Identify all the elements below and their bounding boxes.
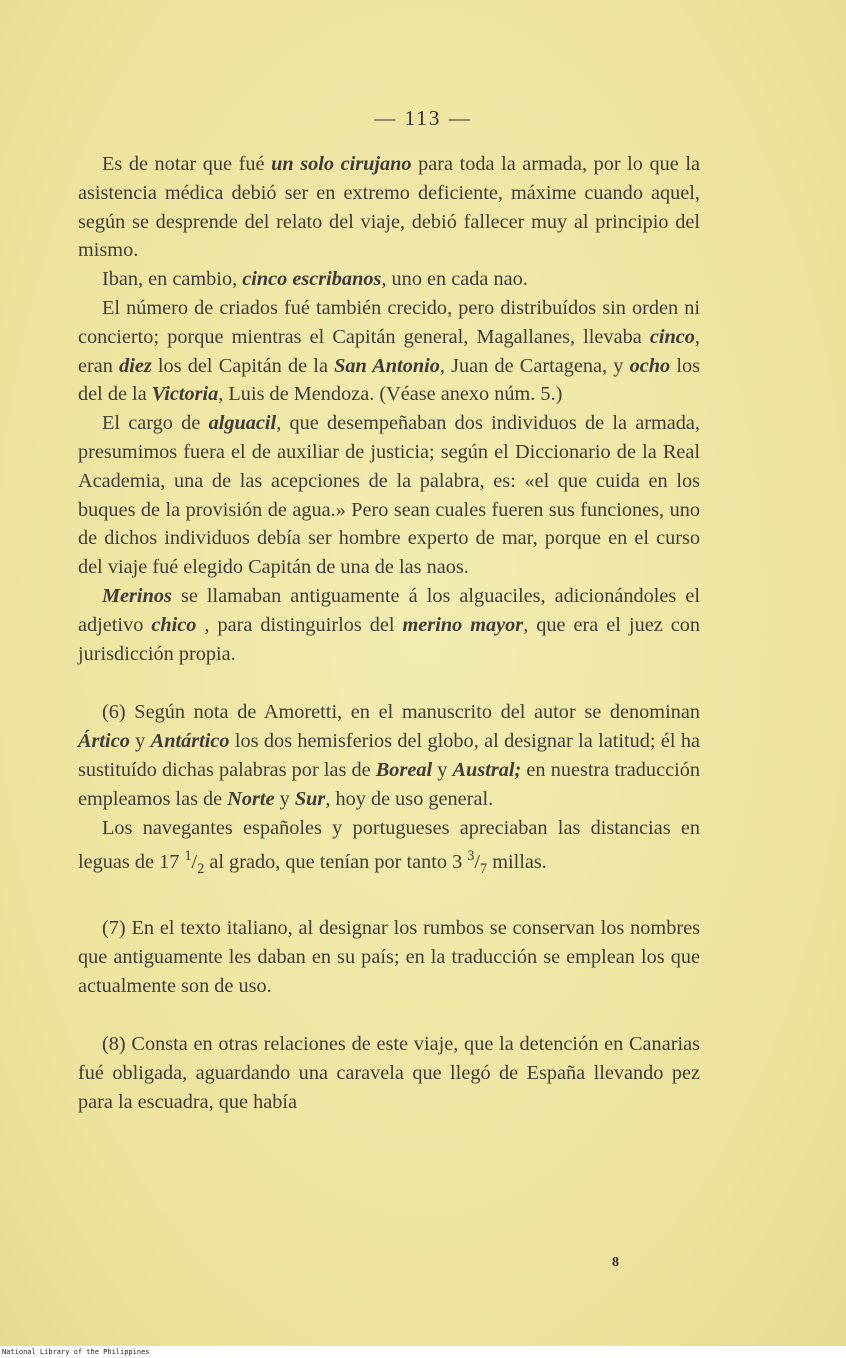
text-run: y <box>432 758 453 781</box>
text-run: al grado, que tenían por tanto 3 <box>204 851 468 874</box>
italic-phrase: alguacil <box>208 412 277 435</box>
text-run: , Luis de Mendoza. (Véase anexo núm. 5.) <box>218 383 563 406</box>
text-run: y <box>274 787 295 810</box>
fraction-denominator: 7 <box>480 861 488 878</box>
italic-phrase: Ártico <box>78 730 130 753</box>
paragraph <box>78 265 700 294</box>
text-run: El cargo de <box>102 412 209 435</box>
note-8-paragraph <box>78 1030 700 1116</box>
text-run: , hoy de uso general. <box>325 787 494 810</box>
text-run: y <box>129 730 151 753</box>
italic-phrase: Austral; <box>452 758 522 781</box>
italic-phrase: cinco escribanos <box>242 268 382 291</box>
fraction-numerator: 3 <box>467 848 475 865</box>
italic-phrase: Boreal <box>375 758 433 781</box>
italic-phrase: un solo cirujano <box>271 153 412 175</box>
italic-phrase: Merinos <box>102 584 172 607</box>
text-run: los del de la <box>78 354 701 406</box>
text-run: para toda la armada, por lo que la asistencia médica debió ser en extremo deficiente, máxime cuando aquel, según se desprende del relato del viaje, debió fallecer muy al principio del mismo. <box>78 153 700 262</box>
text-run: se llamaban antiguamente á los alguaciles, adicionándoles el adjetivo <box>78 584 700 636</box>
paragraph <box>78 814 700 884</box>
text-run: millas. <box>487 851 547 874</box>
text-run: Los navegantes españoles y portugueses apreciaban las distancias en leguas de 17 <box>78 816 700 874</box>
text-run: (8) Consta en otras relaciones de este viaje, que la detención en Canarias fué obligada, aguardando una caravela que llegó de España llevando pez para la escuadra, que había <box>78 1033 700 1113</box>
text-run: / <box>191 851 198 874</box>
text-run: Es de notar que fué <box>102 153 272 175</box>
italic-phrase: merino mayor <box>402 613 524 636</box>
paragraph <box>78 582 700 668</box>
note-7-paragraph <box>78 914 700 1000</box>
paragraph <box>78 150 700 265</box>
text-run: los del Capitán de la <box>151 354 335 377</box>
text-run: (6) Según nota de Amoretti, en el manuscrito del autor se denominan <box>102 701 700 724</box>
paragraph <box>78 294 700 409</box>
text-run: , que desempeñaban dos individuos de la armada, presumimos fuera el de auxiliar de justicia; según el Diccionario de la Real Academia, una de las acepciones de la palabra, es: «el que cuida en los buques de la provisión de agua.» Pero sean cuales fueren sus funciones, uno de dichos individuos debía ser hombre experto de mar, porque en el curso del viaje fué elegido Capitán de una de las naos. <box>78 412 700 579</box>
text-run: , eran <box>78 325 700 377</box>
text-run: / <box>474 851 481 874</box>
text-run: en nuestra traducción empleamos las de <box>78 758 700 810</box>
italic-phrase: Norte <box>227 787 275 810</box>
text-run: , uno en cada nao. <box>381 268 528 291</box>
italic-phrase: Victoria <box>151 383 219 406</box>
body-text <box>78 150 700 1117</box>
italic-phrase: Sur <box>294 787 326 810</box>
note-6-paragraph <box>78 698 700 813</box>
italic-phrase: diez <box>119 354 152 377</box>
fraction-numerator: 1 <box>184 848 192 865</box>
text-run: , Juan de Cartagena, y <box>439 354 630 377</box>
library-footer: National Library of the Philippines <box>2 1348 150 1356</box>
text-run: (7) En el texto italiano, al designar los rumbos se conservan los nombres que antiguamente les daban en su país; en la traducción se emplean los que actualmente son de uso. <box>78 916 700 997</box>
fraction-denominator: 2 <box>197 861 205 878</box>
text-run: Iban, en cambio, <box>102 268 243 291</box>
page-number-header: — 113 — <box>374 106 472 130</box>
text-run: , para distinguirlos del <box>196 613 403 636</box>
italic-phrase: chico <box>151 613 197 636</box>
italic-phrase: Antártico <box>150 730 230 753</box>
italic-phrase: cinco <box>649 325 695 348</box>
text-run: El número de criados fué también crecido, pero distribuídos sin orden ni concierto; porque mientras el Capitán general, Magallanes, llevaba <box>78 296 700 348</box>
text-run: los dos hemisferios del globo, al designar la latitud; él ha sustituído dichas palabras por las de <box>78 730 701 781</box>
italic-phrase: ocho <box>629 354 671 377</box>
signature-mark: 8 <box>612 1255 619 1270</box>
text-run: , que era el juez con jurisdicción propia. <box>78 613 700 665</box>
italic-phrase: San Antonio <box>334 354 440 377</box>
paragraph <box>78 409 700 582</box>
